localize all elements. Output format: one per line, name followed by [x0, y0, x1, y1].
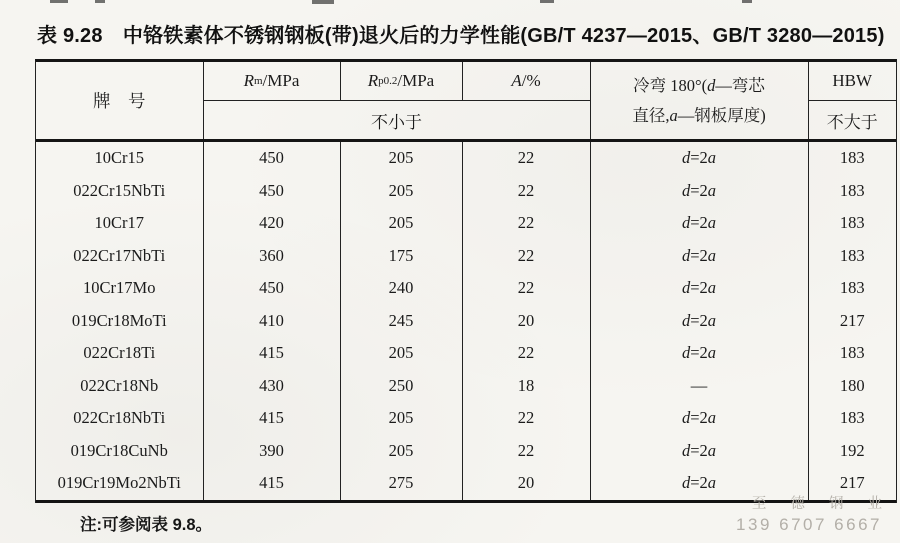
- cell-a: 20: [462, 467, 590, 500]
- cell-rm: 360: [203, 240, 340, 273]
- table-row: [36, 142, 896, 175]
- cold-bend-text: —钢板厚度): [677, 105, 766, 125]
- cold-bend-line2: [632, 101, 765, 131]
- cell-a: 18: [462, 370, 590, 403]
- rp-symbol: R: [367, 71, 379, 90]
- cell-grade: 022Cr18Ti: [83, 343, 156, 363]
- cell-bend: d =2 a: [590, 142, 808, 175]
- rm-symbol: R: [243, 71, 254, 90]
- cell-hbw: 183: [808, 175, 897, 208]
- table-header: [36, 62, 896, 142]
- cell-rp: 205: [340, 142, 462, 175]
- cell-hbw: 183: [808, 402, 897, 435]
- cell-hbw: 180: [808, 370, 897, 403]
- cell-rm: 420: [203, 207, 340, 240]
- footnote: 注:可参阅表 9.8。: [80, 516, 213, 534]
- watermark: [736, 495, 892, 536]
- cell-grade: 019Cr19Mo2NbTi: [57, 473, 181, 493]
- cell-rp: 245: [340, 305, 462, 338]
- cell-a: 22: [462, 175, 590, 208]
- table-row: [36, 337, 896, 370]
- cell-bend: d =2 a: [590, 467, 808, 500]
- scan-artifact: [50, 0, 68, 3]
- cold-bend-line1: [633, 71, 765, 101]
- cell-grade: 022Cr17NbTi: [73, 245, 166, 265]
- table-row: [36, 175, 896, 208]
- bend-diameter-symbol: d: [707, 75, 716, 95]
- cell-hbw: 183: [808, 207, 897, 240]
- cell-bend: d =2 a: [590, 337, 808, 370]
- cell-rp: 205: [340, 207, 462, 240]
- scan-artifact: [312, 0, 334, 4]
- cell-hbw: 183: [808, 337, 897, 370]
- cell-rp: 205: [340, 175, 462, 208]
- table-row: [36, 435, 896, 468]
- cell-rp: 250: [340, 370, 462, 403]
- cell-rp: 205: [340, 435, 462, 468]
- cell-grade: 019Cr18MoTi: [71, 310, 167, 330]
- scan-artifact: [540, 0, 554, 3]
- column-header-cold-bend: [590, 62, 808, 139]
- cell-bend: d =2 a: [590, 435, 808, 468]
- cell-grade: 019Cr18CuNb: [70, 440, 168, 460]
- mechanical-properties-table: [35, 59, 897, 503]
- cell-a: 22: [462, 435, 590, 468]
- cell-a: 22: [462, 272, 590, 305]
- header-not-less-than: 不小于: [203, 101, 590, 139]
- cell-rm: 390: [203, 435, 340, 468]
- cell-a: 22: [462, 402, 590, 435]
- elongation-symbol: A: [511, 71, 522, 90]
- column-header-hbw: HBW: [808, 62, 897, 101]
- cell-rp: 275: [340, 467, 462, 500]
- cell-rm: 450: [203, 175, 340, 208]
- cell-bend: d =2 a: [590, 175, 808, 208]
- cell-hbw: 183: [808, 272, 897, 305]
- table-title: 表 9.28 中铬铁素体不锈钢钢板(带)退火后的力学性能(GB/T 4237—2015、GB/T 3280—2015): [37, 25, 885, 47]
- cell-rm: 415: [203, 402, 340, 435]
- watermark-phone: 139 6707 6667: [736, 514, 882, 534]
- column-header-rm: R m /MPa: [203, 62, 340, 101]
- cell-rp: 240: [340, 272, 462, 305]
- cell-rm: 450: [203, 272, 340, 305]
- cell-grade: 022Cr18Nb: [80, 375, 159, 395]
- cell-rp: 175: [340, 240, 462, 273]
- cold-bend-text: —弯芯: [715, 75, 765, 95]
- table-body: [36, 142, 896, 503]
- cell-a: 22: [462, 240, 590, 273]
- rp-unit: /MPa: [397, 71, 435, 90]
- cell-hbw: 217: [808, 305, 897, 338]
- cell-grade: 10Cr17Mo: [83, 278, 156, 298]
- cold-bend-text: 直径,: [632, 105, 670, 125]
- cell-rm: 415: [203, 467, 340, 500]
- cell-a: 20: [462, 305, 590, 338]
- scan-artifact: [742, 0, 752, 3]
- table-row: [36, 402, 896, 435]
- cell-a: 22: [462, 207, 590, 240]
- cell-a: 22: [462, 142, 590, 175]
- cell-grade: 10Cr17: [94, 213, 144, 233]
- cell-rp: 205: [340, 402, 462, 435]
- cell-grade: 10Cr15: [94, 148, 144, 168]
- table-row: [36, 207, 896, 240]
- scan-artifact: [95, 0, 105, 3]
- column-header-rp02: R p0.2 /MPa: [340, 62, 462, 101]
- cell-rm: 415: [203, 337, 340, 370]
- cell-hbw: 192: [808, 435, 897, 468]
- watermark-company: 至 德 钢 业: [751, 496, 892, 512]
- rm-unit: /MPa: [262, 71, 300, 90]
- cell-hbw: 217: [808, 467, 897, 500]
- cell-bend: d =2 a: [590, 272, 808, 305]
- table-row: [36, 272, 896, 305]
- cell-bend: d =2 a: [590, 207, 808, 240]
- cell-hbw: 183: [808, 240, 897, 273]
- cell-grade: 022Cr15NbTi: [73, 180, 166, 200]
- header-not-greater-than: 不大于: [808, 101, 897, 139]
- cell-rm: 450: [203, 142, 340, 175]
- cell-a: 22: [462, 337, 590, 370]
- table-row: [36, 240, 896, 273]
- elongation-unit: /%: [521, 71, 541, 90]
- cell-hbw: 183: [808, 142, 897, 175]
- cell-grade: 022Cr18NbTi: [73, 408, 166, 428]
- table-row: [36, 370, 896, 403]
- table-row: [36, 305, 896, 338]
- plate-thickness-symbol: a: [669, 105, 678, 125]
- cold-bend-text: 冷弯 180°(: [633, 75, 708, 95]
- cell-rp: 205: [340, 337, 462, 370]
- column-header-grade: 牌 号: [93, 91, 146, 111]
- cell-bend: —: [590, 370, 808, 403]
- cell-rm: 410: [203, 305, 340, 338]
- cell-bend: d =2 a: [590, 402, 808, 435]
- cell-rm: 430: [203, 370, 340, 403]
- cell-bend: d =2 a: [590, 240, 808, 273]
- cell-bend: d =2 a: [590, 305, 808, 338]
- column-header-elongation: [462, 62, 590, 101]
